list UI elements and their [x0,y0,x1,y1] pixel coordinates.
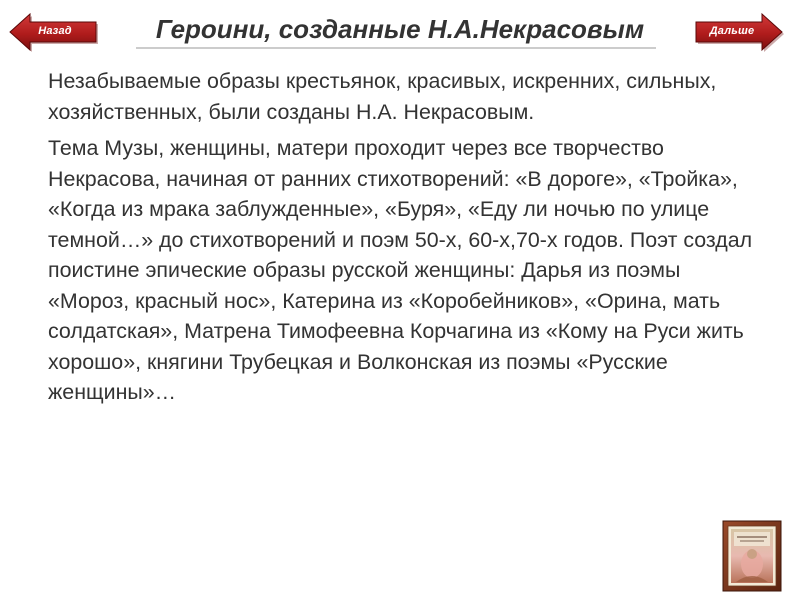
book-cover-button[interactable] [722,520,782,592]
back-button-label: Назад [38,25,72,37]
next-button-label: Дальше [709,25,755,37]
next-button[interactable] [694,12,786,52]
book-cover-icon [722,520,782,592]
slide-title: Героини, созданные Н.А.Некрасовым [155,14,645,44]
title-underline [96,47,696,49]
paragraph-theme: Тема Музы, женщины, матери проходит через все творчество Некрасова, начиная от ранних стихотворений: «В дороге», «Тройка», «Когда из мрака заблужденные», «Буря», «Еду ли ночью по улице темной…» до стихотворений и поэм 50-х, 60-х,70-х годов. Поэт создал поистине эпические образы русской женщины: Дарья из поэмы «Мороз, красный нос», Катерина из «Коробейников», «Орина, мать солдатская», Матрена Тимофеевна Корчагина из «Кому на Руси жить хорошо», княгини Трубецкая и Волконская из поэмы «Русские женщины»… [48,136,753,404]
paragraph-intro: Незабываемые образы крестьянок, красивых, искренних, сильных, хозяйственных, были созданы Н.А. Некрасовым. [48,69,717,124]
slide-body [48,66,760,414]
back-button[interactable] [8,12,100,52]
